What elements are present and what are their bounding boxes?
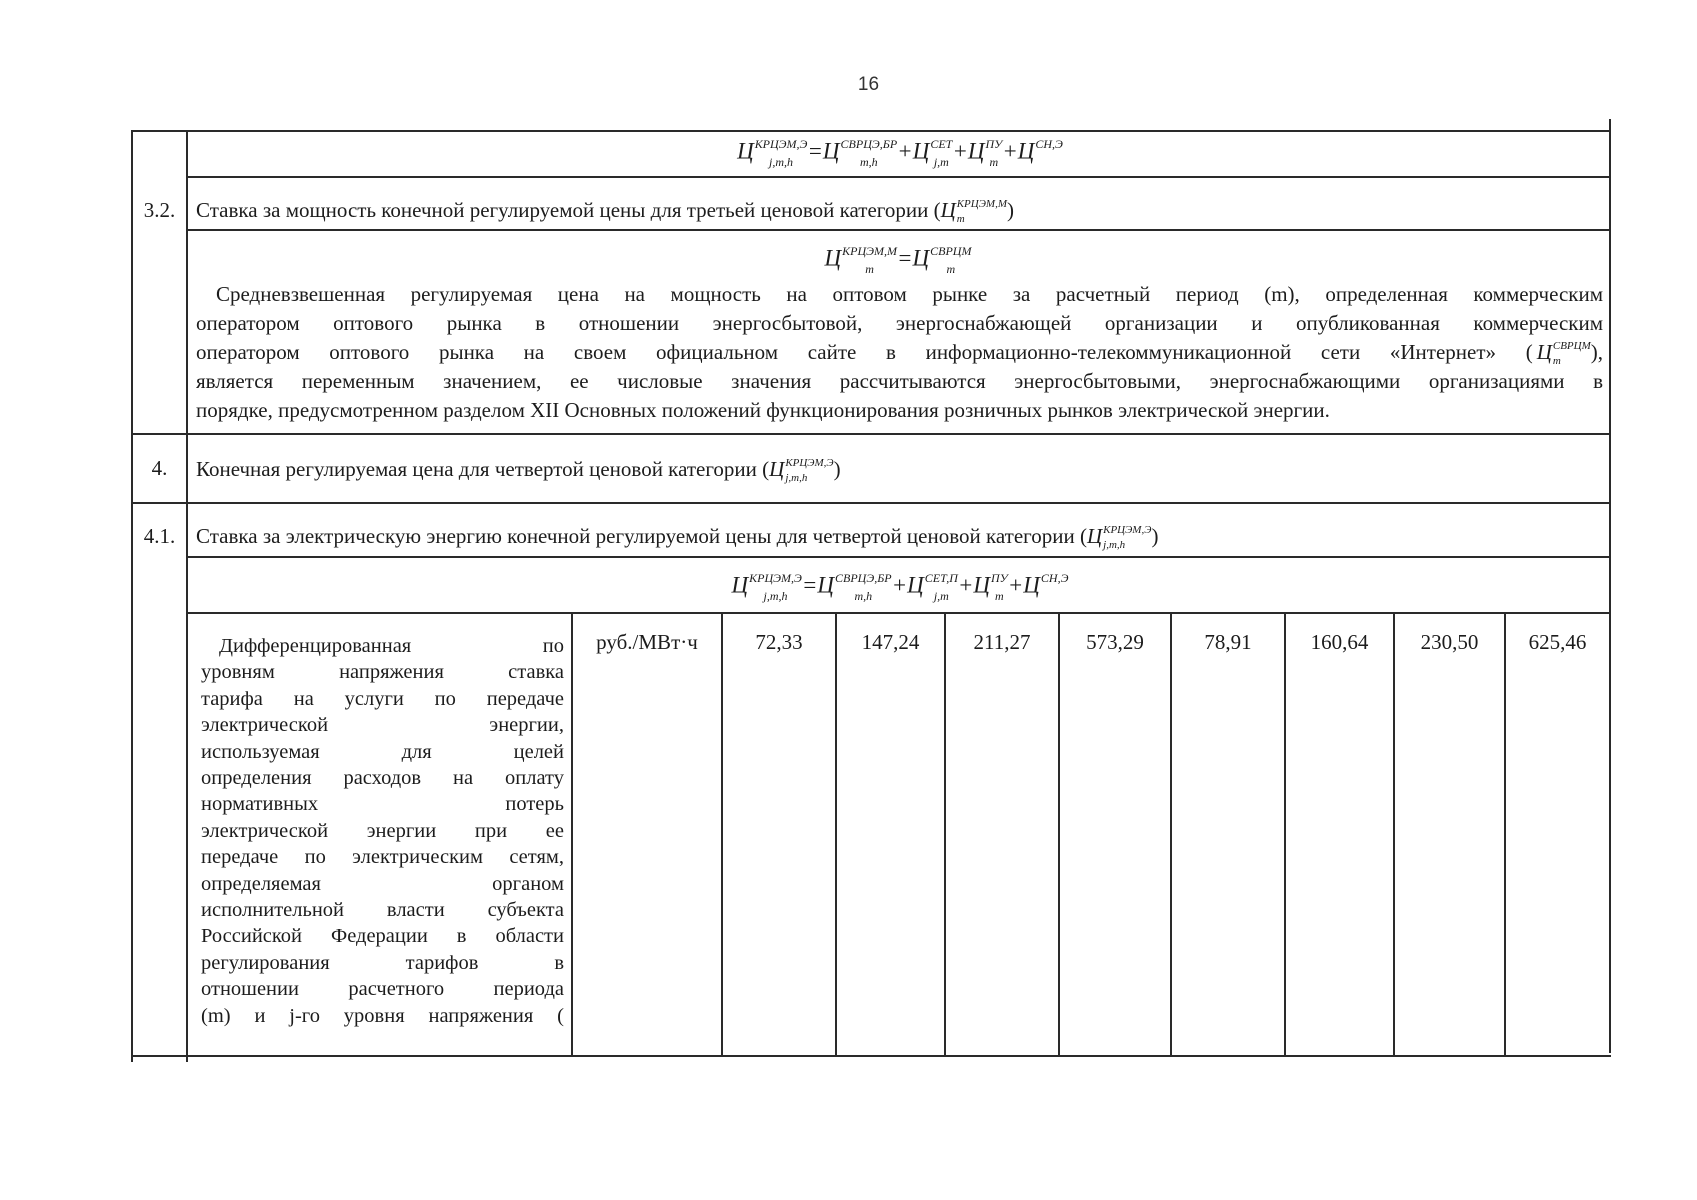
row-number-4-1: 4.1. bbox=[143, 524, 176, 548]
description-line: исполнительной власти субъекта bbox=[201, 899, 564, 922]
row-number-4: 4. bbox=[151, 456, 168, 480]
description-line: отношении расчетного периода bbox=[201, 978, 564, 1001]
row-3-2-formula: Ц КРЦЭМ,М m =Ц СВРЦМ m bbox=[824, 244, 972, 276]
paragraph-line: порядке, предусмотренном разделом XII Основных положений функционирования розничных рынков электрической энергии. bbox=[196, 398, 1330, 423]
value-cell: 625,46 bbox=[1528, 630, 1587, 654]
data-row-description bbox=[201, 633, 564, 1029]
value-cell: 230,50 bbox=[1420, 630, 1479, 654]
unit-cell: руб./МВт·ч bbox=[596, 630, 698, 654]
top-formula: Ц КРЦЭМ,Э j,m,h =Ц СВРЦЭ,БР m,h +Ц СЕТ j,m +Ц ПУ m +Ц СН,Э bbox=[737, 137, 1063, 169]
description-line: определяемая органом bbox=[201, 872, 564, 895]
row-4-1-formula: Ц КРЦЭМ,Э j,m,h =Ц СВРЦЭ,БР m,h +Ц СЕТ,П j,m +Ц ПУ m +Ц СН,Э bbox=[731, 571, 1069, 603]
description-line: электрической энергии, bbox=[201, 714, 564, 737]
description-line: тарифа на услуги по передаче bbox=[201, 687, 564, 710]
paragraph-line: является переменным значением, ее числовые значения рассчитываются энергосбытовыми, энергоснабжающими организациями в bbox=[196, 369, 1603, 394]
row-4-title: Конечная регулируемая цена для четвертой ценовой категории (Ц КРЦЭМ,Э j,m,h ) bbox=[196, 457, 841, 485]
row-4-1-title: Ставка за электрическую энергию конечной регулируемой цены для четвертой ценовой категории (Ц КРЦЭМ,Э j,m,h ) bbox=[196, 524, 1159, 552]
value-cell: 211,27 bbox=[973, 630, 1031, 654]
description-line: Российской Федерации в области bbox=[201, 925, 564, 948]
description-line: уровням напряжения ставка bbox=[201, 661, 564, 684]
row-3-2-paragraph bbox=[196, 280, 1603, 425]
description-line: регулирования тарифов в bbox=[201, 951, 564, 974]
row-3-2-title: Ставка за мощность конечной регулируемой цены для третьей ценовой категории (Ц КРЦЭМ,М m ) bbox=[196, 198, 1014, 226]
value-cell: 147,24 bbox=[861, 630, 920, 654]
value-cell: 573,29 bbox=[1086, 630, 1144, 654]
paragraph-line: оператором оптового рынка в отношении энергосбытовой, энергоснабжающей организации и опубликованная коммерческим bbox=[196, 311, 1603, 335]
page-number: 16 bbox=[857, 74, 880, 95]
value-cell: 72,33 bbox=[755, 630, 803, 654]
description-line: электрической энергии при ее bbox=[201, 819, 564, 842]
paragraph-line: Средневзвешенная регулируемая цена на мощность на оптовом рынке за расчетный период (m), определенная коммерческим bbox=[216, 282, 1603, 306]
description-line: Дифференцированная по bbox=[219, 635, 564, 657]
description-line: определения расходов на оплату bbox=[201, 767, 564, 790]
description-line: используемая для целей bbox=[201, 740, 564, 763]
description-line: передаче по электрическим сетям, bbox=[201, 846, 564, 869]
value-cell: 160,64 bbox=[1310, 630, 1369, 654]
row-number-3-2: 3.2. bbox=[143, 198, 176, 222]
paragraph-line-with-symbol: оператором оптового рынка на своем официальном сайте в информационно-телекоммуникационной сети «Интернет» ( Ц СВРЦМ m ), bbox=[196, 340, 1603, 368]
description-line: нормативных потерь bbox=[201, 793, 564, 816]
value-cell: 78,91 bbox=[1204, 630, 1252, 654]
description-line: (m) и j-го уровня напряжения ( bbox=[201, 1004, 564, 1027]
